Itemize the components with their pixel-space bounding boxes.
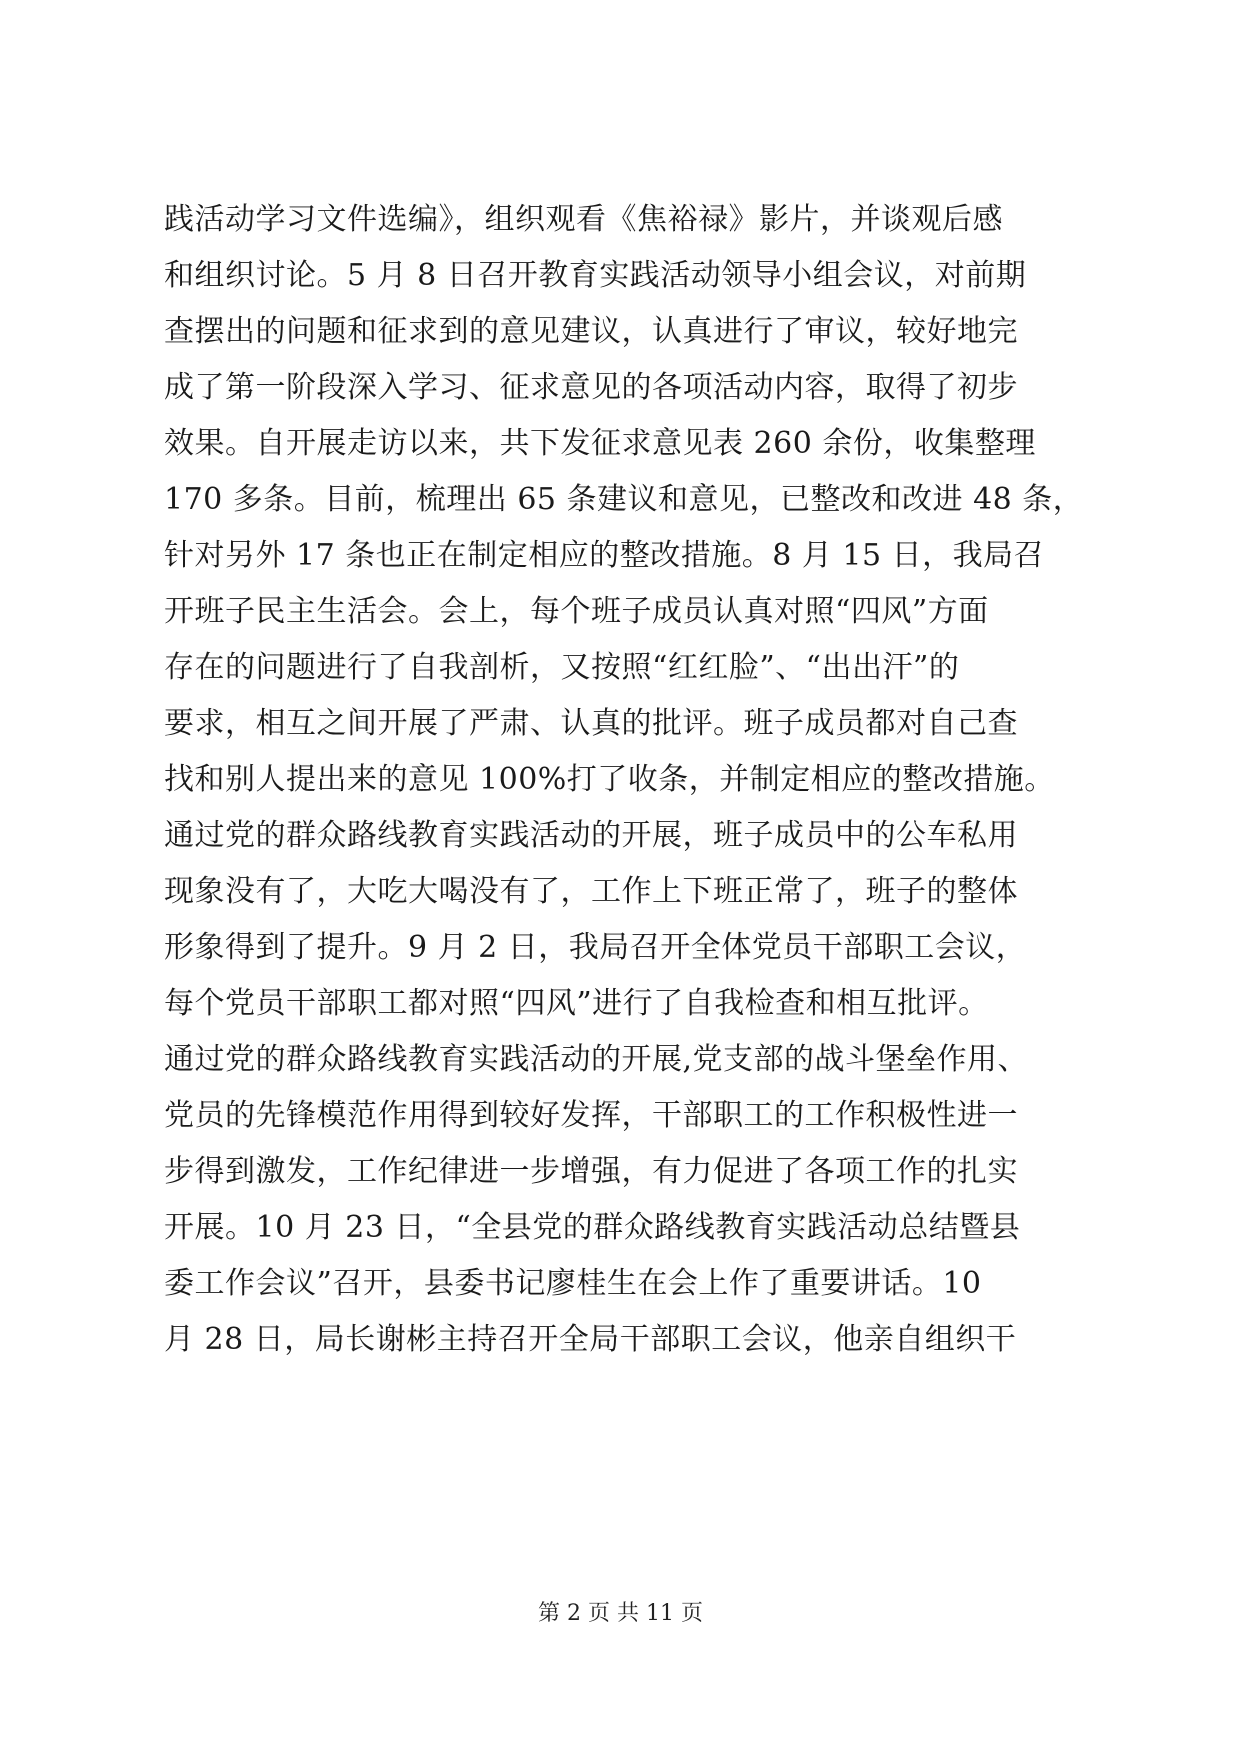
text-line: 170 多条。目前，梳理出 65 条建议和意见，已整改和改进 48 条， — [164, 482, 1084, 517]
text-line: 月 28 日，局长谢彬主持召开全局干部职工会议，他亲自组织干 — [164, 1322, 1017, 1357]
text-line: 存在的问题进行了自我剖析，又按照“红红脸”、“出出汗”的 — [164, 650, 960, 685]
text-line: 查摆出的问题和征求到的意见建议，认真进行了审议，较好地完 — [164, 314, 1018, 349]
text-line: 通过党的群众路线教育实践活动的开展,党支部的战斗堡垒作用、 — [164, 1042, 1029, 1077]
text-line: 现象没有了，大吃大喝没有了，工作上下班正常了，班子的整体 — [164, 874, 1018, 909]
text-line: 要求，相互之间开展了严肃、认真的批评。班子成员都对自己查 — [164, 706, 1018, 741]
text-line: 通过党的群众路线教育实践活动的开展，班子成员中的公车私用 — [164, 818, 1018, 853]
text-line: 党员的先锋模范作用得到较好发挥，干部职工的工作积极性进一 — [164, 1098, 1018, 1133]
text-line: 针对另外 17 条也正在制定相应的整改措施。8 月 15 日，我局召 — [164, 538, 1045, 573]
text-line: 效果。自开展走访以来，共下发征求意见表 260 余份，收集整理 — [164, 426, 1036, 461]
text-line: 开班子民主生活会。会上，每个班子成员认真对照“四风”方面 — [164, 594, 989, 629]
text-line: 每个党员干部职工都对照“四风”进行了自我检查和相互批评。 — [164, 986, 989, 1021]
text-line: 和组织讨论。5 月 8 日召开教育实践活动领导小组会议，对前期 — [164, 258, 1027, 293]
page-number-footer: 第 2 页 共 11 页 — [538, 1601, 703, 1626]
text-line: 委工作会议”召开，县委书记廖桂生在会上作了重要讲话。10 — [164, 1266, 982, 1301]
text-line: 践活动学习文件选编》，组织观看《焦裕禄》影片，并谈观后感 — [164, 202, 1003, 237]
text-line: 步得到激发，工作纪律进一步增强，有力促进了各项工作的扎实 — [164, 1154, 1018, 1189]
text-line: 找和别人提出来的意见 100%打了收条，并制定相应的整改措施。 — [164, 762, 1055, 797]
text-line: 形象得到了提升。9 月 2 日，我局召开全体党员干部职工会议， — [164, 930, 1027, 965]
text-line: 成了第一阶段深入学习、征求意见的各项活动内容，取得了初步 — [164, 370, 1018, 405]
text-line: 开展。10 月 23 日，“全县党的群众路线教育实践活动总结暨县 — [164, 1210, 1021, 1245]
